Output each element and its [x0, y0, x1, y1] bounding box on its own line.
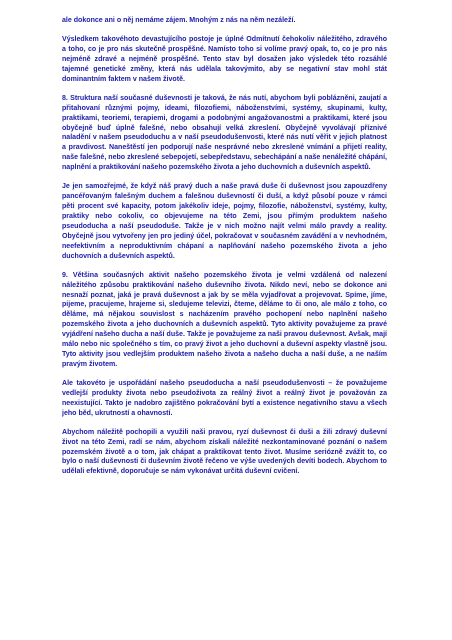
document-body — [62, 16, 387, 486]
paragraph-arrangement: Ale takovéto je uspořádání našeho pseudoducha a naší pseudodušenvosti – že považujeme vedlejší produkty života nebo pseudoživota za reálný život a reálný život je považován za neexistující. Takto je nadobro zajištěno pokračování bytí a existence negativního stavu a všech jeho běd, ukrutností a ohavností. — [62, 379, 387, 417]
paragraph-result: Výsledkem takovéhoto devastujícího postoje je úplné Odmítnutí čehokoliv náležitého, zdravého a toho, co je pro nás skutečně prospěšné. Namísto toho si volíme pravý opak, to, co je pro nás nejméně zdravé a nejméně prospěšné. Tento stav byl dosažen jako výsledek této rozsáhlé tajemné genetické změny, která nás udělala takovýmito, aby se negativní stav mohl stát dominantním faktem v našem životě. — [62, 36, 387, 83]
paragraph-point-9: 9. Většina současných aktivit našeho pozemského života je velmi vzdálená od nalezení náležitého způsobu praktikování našeho duševního života. Nikdo neví, nebo se dokonce ani nesnaží poznat, jaká je pravá duševnost a jak by se měla vyjadřovat a projevovat. Spíme, jíme, pijeme, pracujeme, hrajeme si, sledujeme televizi, čteme, děláme to či ono, ale málo z toho, co děláme, má nějakou souvislost s nacházením pravého pochopení nebo naplnění našeho pozemského života a jeho duchovních a duševních aspektů. Tyto aktivity považujeme za pravé vyjádření našeho ducha a naší duše. Takže je považujeme za naši pravou duševnost. Avšak, mají málo nebo nic společného s tím, co pravý život a jeho duchovní a duševní aspekty vlastně jsou. Tyto aktivity jsou vedlejším produktem našeho života a našeho ducha a naší duše, a ne naším pravým životem. — [62, 271, 387, 368]
paragraph-true-spirit: Je jen samozřejmé, že když náš pravý duch a naše pravá duše či duševnost jsou zapouzdřeny pancéřovaným falešným duchem a falešnou duševností či duší, a když působí pouze v rámci pěti procent své kapacity, potom jakékoliv ideje, pojmy, filozofie, náboženství, systémy, kulty, praktiky nebo cokoliv, co objevujeme na této Zemi, jsou přímým produktem našeho pseudoducha a naší pseudoduše. Takže je v nich možno najít velmi málo pravdy a reality. Obyčejně jsou vytvořeny jen pro jediný účel, pokračovat v současném zavádění a v nevhodném, neefektivním a neproduktivním chápaní a naplňování našeho pozemského života a jeho duchovních a duševních aspektů. — [62, 183, 387, 260]
paragraph-point-8: 8. Struktura naší současné duševnosti je taková, že nás nutí, abychom byli poblázněni, zaujatí a přitahovaní různými pojmy, ideami, filozofiemi, náboženstvími, systémy, skupinami, kulty, praktikami, teoriemi, terapiemi, drogami a podobnými angažovanostmi a praktikami, které jsou obyčejně buď úplně falešné, nebo obsahují velká zkreslení. Obyčejně vyvolávají příznivé naladění v našem pseudoduchu a v naší pseudodušenvosti, které nás nutí věřit v jejich platnost a pravdivost. Naneštěstí jen podporují naše nesprávné nebo zkreslené vnímání a přijetí reality, naše falešné, nebo zkreslené sebepojetí, sebepředstavu, sebechápání a naše nenáležité chápání, naplnění a praktikování našeho pozemského života a jeho duchovních a duševních aspektů. — [62, 94, 387, 172]
paragraph-intro-end: ale dokonce ani o něj nemáme zájem. Mnohým z nás na něm nezáleží. — [62, 17, 296, 24]
paragraph-conclusion: Abychom náležitě pochopili a využili naši pravou, ryzí duševnost či duši a žili zdravý duševní život na této Zemi, radí se nám, abychom získali náležité nezkontaminované poznání o našem pozemském životě a o tom, jak chápat a praktikovat tento život. Musíme seriózně zvážit to, co bylo o naší duševnosti či duševním životě řečeno ve výše uvedených devíti bodech. Abychom to udělali efektivně, doporučuje se nám vykonávat určitá duševní cvičení. — [62, 428, 387, 476]
